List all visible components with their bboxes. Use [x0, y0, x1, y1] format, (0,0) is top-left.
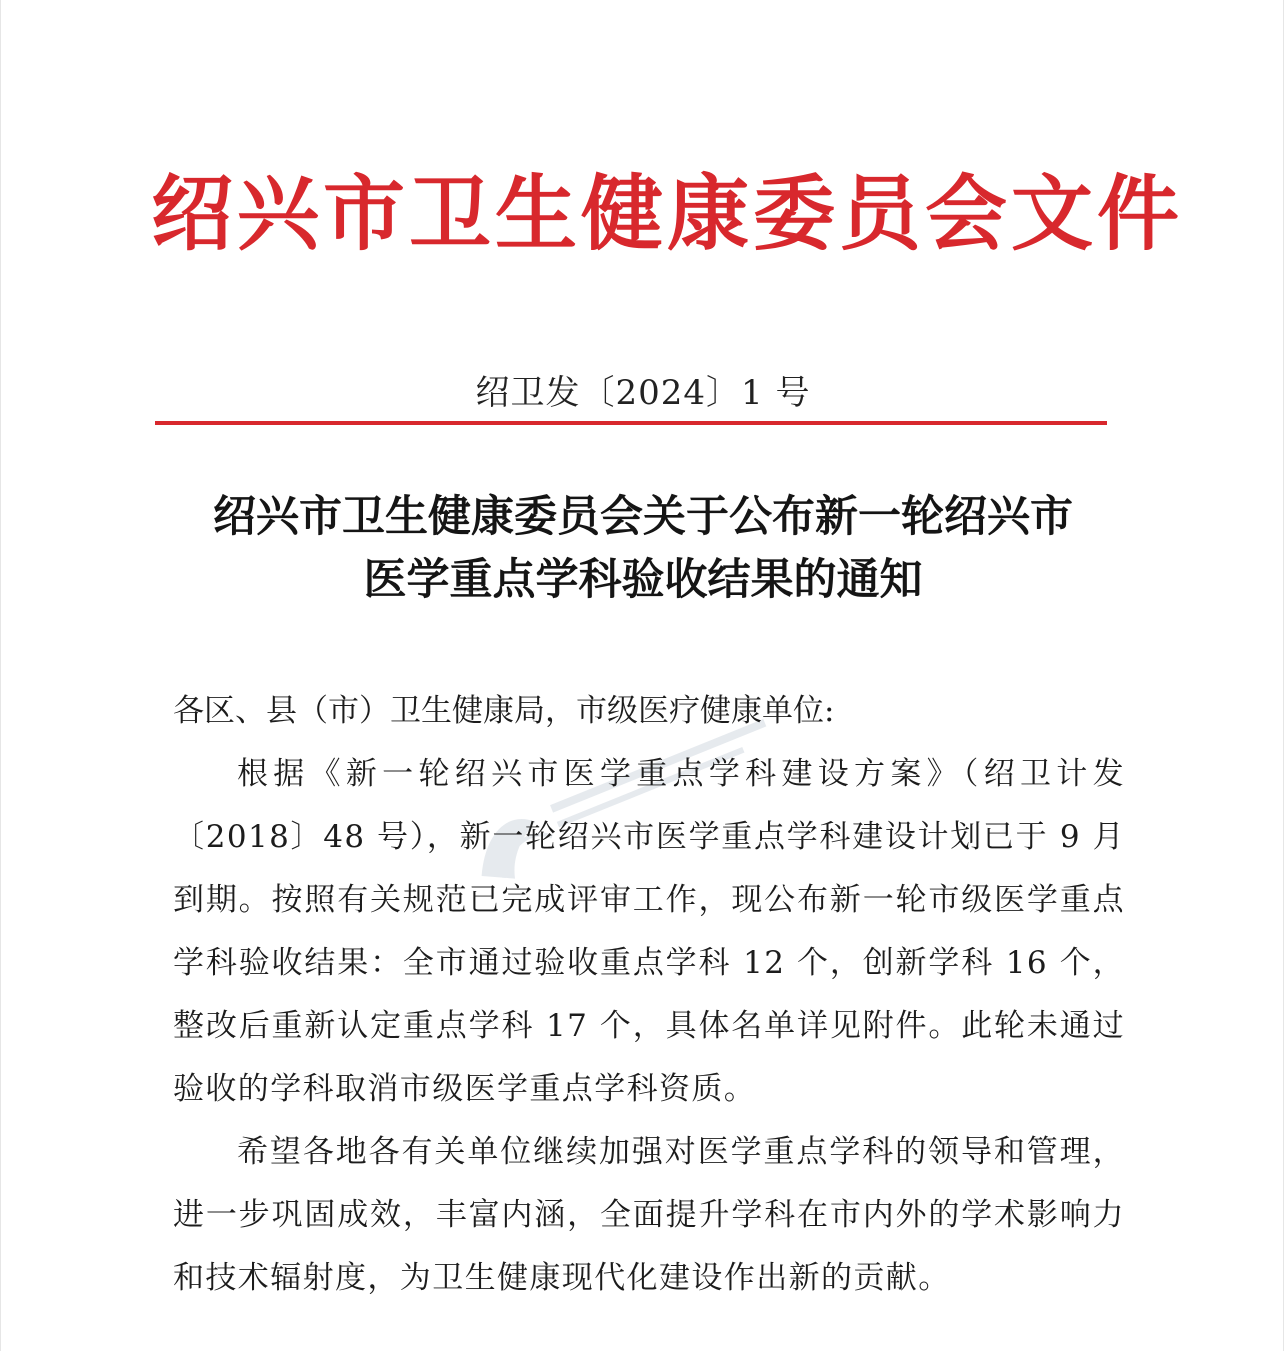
document-header-title: 绍兴市卫生健康委员会文件 — [151, 167, 1184, 262]
notice-title — [151, 486, 1135, 612]
body-paragraph-2: 希望各地各有关单位继续加强对医学重点学科的领导和管理，进一步巩固成效，丰富内涵，全面提升学科在市内外的学术影响力和技术辐射度，为卫生健康现代化建设作出新的贡献。 — [173, 1134, 1125, 1296]
notice-body — [173, 680, 1125, 1310]
red-divider-line — [155, 421, 1107, 425]
document-number: 绍卫发〔2024〕1 号 — [475, 373, 811, 413]
salutation-line: 各区、县（市）卫生健康局，市级医疗健康单位: — [173, 693, 835, 729]
body-paragraph-1: 根据《新一轮绍兴市医学重点学科建设方案》（绍卫计发〔2018〕48 号），新一轮绍兴市医学重点学科建设计划已于 9 月到期。按照有关规范已完成评审工作，现公布新一轮市级医学重点学科验收结果：全市通过验收重点学科 12 个，创新学科 16 个，整改后重新认定重点学科 17 个，具体名单详见附件。此轮未通过验收的学科取消市级医学重点学科资质。 — [173, 756, 1125, 1107]
notice-title-line-2: 医学重点学科验收结果的通知 — [363, 555, 923, 605]
notice-title-line-1: 绍兴市卫生健康委员会关于公布新一轮绍兴市 — [213, 492, 1073, 542]
